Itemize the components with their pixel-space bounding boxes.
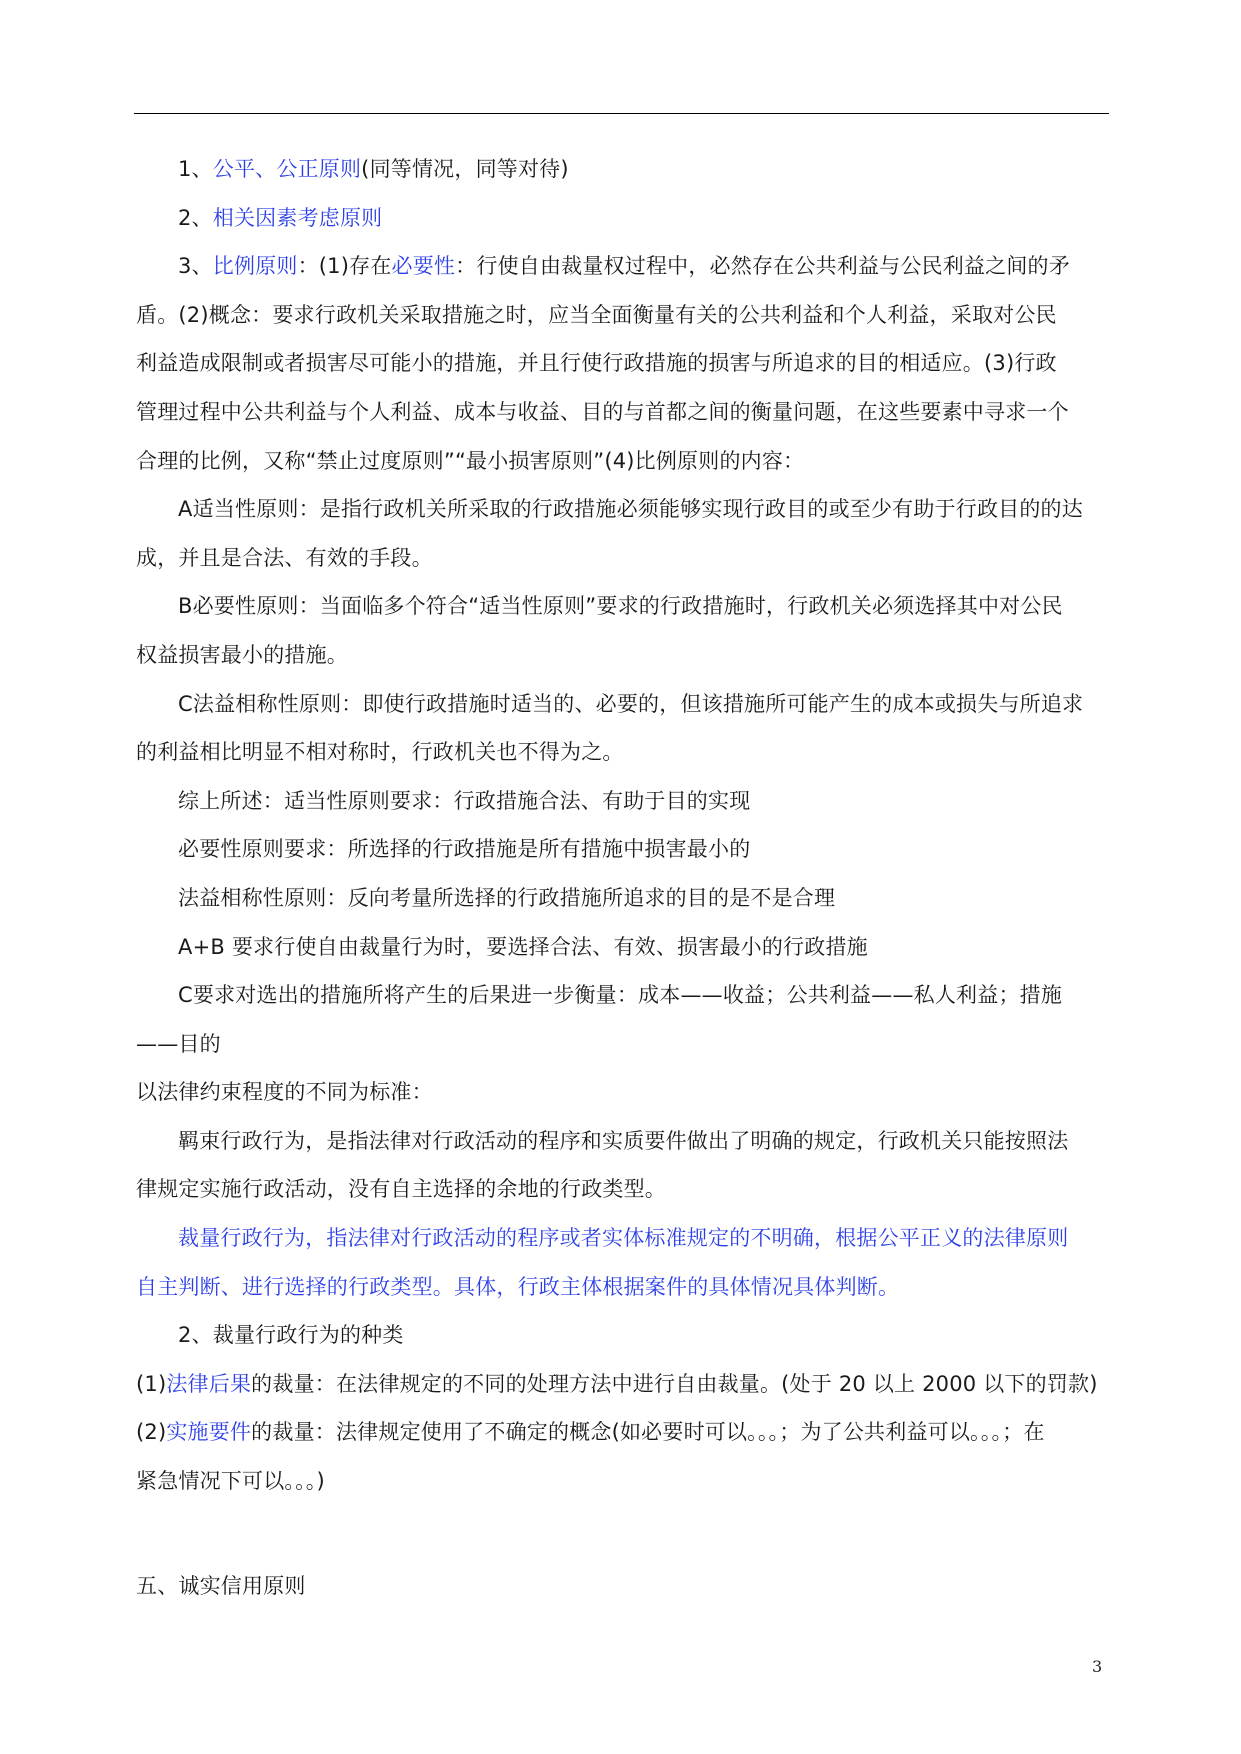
text-line <box>136 728 1108 777</box>
text-segment: 以法律约束程度的不同为标准： <box>136 1080 433 1105</box>
text-segment: (1) <box>136 1371 167 1396</box>
header-rule <box>134 113 1109 114</box>
text-segment: C法益相称性原则：即使行政措施时适当的、必要的，但该措施所可能产生的成本或损失与所追求 <box>178 691 1084 716</box>
text-segment: 2、 <box>178 205 213 230</box>
text-segment: 律规定实施行政活动，没有自主选择的余地的行政类型。 <box>136 1177 666 1202</box>
text-segment: (同等情况，同等对待) <box>361 157 569 181</box>
text-line <box>136 631 1108 680</box>
text-segment: (2) <box>136 1420 167 1445</box>
text-line <box>136 1117 1108 1166</box>
text-line <box>136 1165 1108 1214</box>
text-line <box>136 1311 1108 1360</box>
text-line <box>136 1360 1108 1409</box>
text-line <box>136 1562 1108 1611</box>
document-body <box>136 145 1108 1610</box>
text-line <box>136 388 1108 437</box>
paragraph-spacer <box>136 1506 1108 1562</box>
text-segment: ：(1)存在 <box>297 254 392 279</box>
text-segment: 羁束行政行为，是指法律对行政活动的程序和实质要件做出了明确的规定，行政机关只能按照法 <box>178 1128 1069 1153</box>
text-segment: 五、诚实信用原则 <box>136 1573 306 1598</box>
text-line <box>136 1457 1108 1506</box>
text-segment: 2、裁量行政行为的种类 <box>178 1323 404 1348</box>
text-line <box>136 534 1108 583</box>
text-segment: 1、 <box>178 157 213 181</box>
text-segment: 3、 <box>178 254 213 279</box>
text-segment: A+B 要求行使自由裁量行为时，要选择合法、有效、损害最小的行政措施 <box>178 934 868 959</box>
highlighted-text: 裁量行政行为，指法律对行政活动的程序或者实体标准规定的不明确，根据公平正义的法律原则 <box>178 1226 1069 1251</box>
highlighted-text: 实施要件 <box>166 1420 252 1445</box>
text-line <box>136 582 1108 631</box>
text-line <box>136 923 1108 972</box>
highlighted-text: 必要性 <box>391 254 456 279</box>
text-segment: ——目的 <box>136 1031 221 1056</box>
text-line <box>136 145 1108 194</box>
text-segment: 的裁量：在法律规定的不同的处理方法中进行自由裁量。(处于 20 以上 2000 以下的罚款) <box>251 1371 1098 1396</box>
text-segment: 综上所述：适当性原则要求：行政措施合法、有助于目的实现 <box>178 788 751 813</box>
highlighted-text: 相关因素考虑原则 <box>212 205 383 230</box>
text-segment: A适当性原则：是指行政机关所采取的行政措施必须能够实现行政目的或至少有助于行政目的的达 <box>178 497 1083 522</box>
text-segment: 利益造成限制或者损害尽可能小的措施，并且行使行政措施的损害与所追求的目的相适应。(3)行政 <box>136 351 1057 376</box>
text-line <box>136 485 1108 534</box>
text-line <box>136 437 1108 486</box>
text-line <box>136 291 1108 340</box>
text-segment: ：行使自由裁量权过程中，必然存在公共利益与公民利益之间的矛 <box>455 254 1070 279</box>
text-line <box>136 1020 1108 1069</box>
text-segment: C要求对选出的措施所将产生的后果进一步衡量：成本——收益；公共利益——私人利益；措施 <box>178 983 1063 1008</box>
text-line <box>136 680 1108 729</box>
highlighted-text: 自主判断、进行选择的行政类型。具体，行政主体根据案件的具体情况具体判断。 <box>136 1274 900 1299</box>
text-line <box>136 194 1108 243</box>
text-segment: B必要性原则：当面临多个符合“适当性原则”要求的行政措施时，行政机关必须选择其中对公民 <box>178 594 1063 619</box>
text-segment: 紧急情况下可以。。。) <box>136 1469 325 1494</box>
text-line <box>136 825 1108 874</box>
highlighted-text: 比例原则 <box>212 254 298 279</box>
text-segment: 合理的比例，又称“禁止过度原则”“最小损害原则”(4)比例原则的内容： <box>136 448 805 473</box>
text-segment: 管理过程中公共利益与个人利益、成本与收益、目的与首都之间的衡量问题，在这些要素中寻求一个 <box>136 399 1069 424</box>
text-line <box>136 1068 1108 1117</box>
text-segment: 成，并且是合法、有效的手段。 <box>136 545 433 570</box>
text-line <box>136 242 1108 291</box>
text-line <box>136 339 1108 388</box>
text-segment: 权益损害最小的措施。 <box>136 642 348 667</box>
text-segment: 法益相称性原则：反向考量所选择的行政措施所追求的目的是不是合理 <box>178 885 836 910</box>
text-segment: 必要性原则要求：所选择的行政措施是所有措施中损害最小的 <box>178 837 751 862</box>
highlighted-text: 公平、公正原则 <box>212 157 362 181</box>
text-segment: 盾。(2)概念：要求行政机关采取措施之时，应当全面衡量有关的公共利益和个人利益，采取对公民 <box>136 302 1057 327</box>
text-segment: 的利益相比明显不相对称时，行政机关也不得为之。 <box>136 740 624 765</box>
text-line <box>136 1214 1108 1263</box>
text-line <box>136 971 1108 1020</box>
highlighted-text: 法律后果 <box>166 1371 252 1396</box>
text-line <box>136 874 1108 923</box>
text-line <box>136 1263 1108 1312</box>
page-number: 3 <box>1092 1657 1103 1676</box>
text-line <box>136 1408 1108 1457</box>
text-segment: 的裁量：法律规定使用了不确定的概念(如必要时可以。。。；为了公共利益可以。。。；在 <box>251 1420 1045 1445</box>
text-line <box>136 777 1108 826</box>
